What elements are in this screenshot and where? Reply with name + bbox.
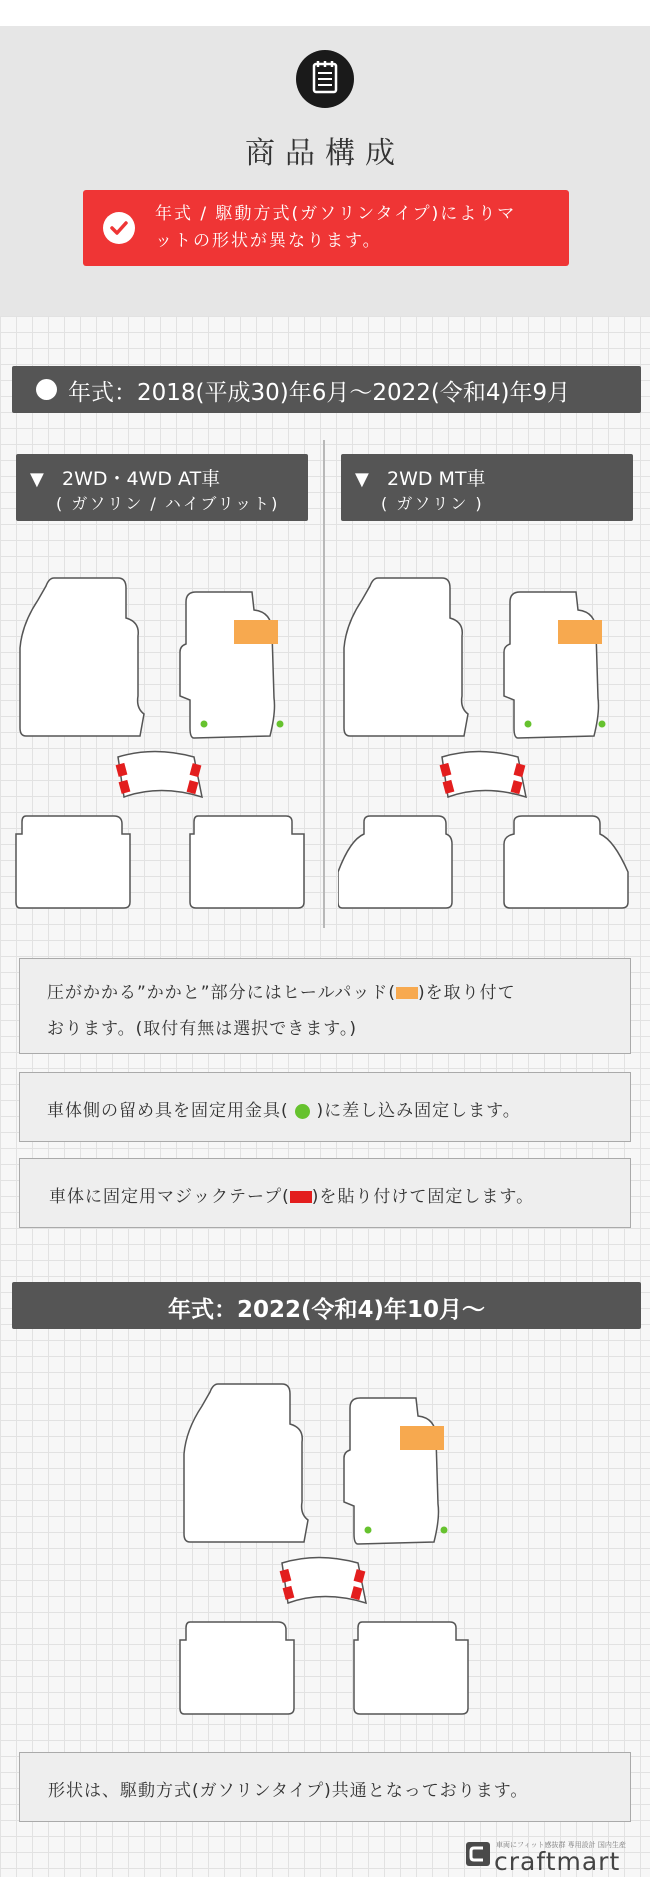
- triangle-down-icon: ▼: [355, 469, 369, 490]
- mat-set-2022: [178, 1378, 478, 1718]
- variant-header-at: [16, 454, 308, 521]
- rear-right-mat: [504, 816, 628, 908]
- fastener-note-text: 車体側の留め具を固定用金具( )に差し込み固定します。: [47, 1101, 521, 1121]
- heel-pad-note: [19, 958, 631, 1054]
- notepad-icon: [296, 50, 354, 108]
- notice-line-2: ットの形状が異なります。: [155, 231, 382, 251]
- fastener-note: [19, 1072, 631, 1142]
- velcro-swatch: [290, 1191, 312, 1203]
- craftmart-logo: [466, 1834, 644, 1874]
- rear-left-mat: [180, 1622, 294, 1714]
- fastener-swatch: [295, 1104, 310, 1119]
- top-strip: [0, 0, 650, 26]
- check-icon: [103, 212, 135, 244]
- fastener-dot: [525, 721, 532, 728]
- driver-mat: [20, 578, 144, 736]
- velcro-note: [19, 1158, 631, 1228]
- driver-mat: [344, 578, 468, 736]
- rear-right-mat: [354, 1622, 468, 1714]
- heel-pad: [400, 1426, 444, 1450]
- section2-title: 年式：2022(令和4)年10月～: [167, 1297, 486, 1323]
- column-divider: [323, 440, 325, 928]
- section1-title-bar: [12, 366, 641, 413]
- velcro-note-text: 車体に固定用マジックテープ( )を貼り付けて固定します。: [49, 1187, 535, 1207]
- section1-title: 年式：2018(平成30)年6月～2022(令和4)年9月: [68, 380, 571, 406]
- rear-right-mat: [190, 816, 304, 908]
- triangle-down-icon: ▼: [30, 469, 44, 490]
- logo-mark-icon: [466, 1842, 490, 1866]
- mat-set-at: [14, 572, 314, 912]
- fastener-dot: [277, 721, 284, 728]
- passenger-mat: [504, 592, 599, 738]
- shape-common-note-text: 形状は、駆動方式(ガソリンタイプ)共通となっております。: [48, 1781, 529, 1801]
- mat-set-mt: [338, 572, 638, 912]
- circle-icon: [36, 379, 57, 400]
- logo-tagline: 車両にフィット感抜群 専用設計 国内生産: [496, 1841, 626, 1849]
- heel-pad: [558, 620, 602, 644]
- fastener-dot: [201, 721, 208, 728]
- rear-left-mat: [338, 816, 452, 908]
- heel-pad-note-text: 圧がかかる”かかと”部分にはヒールパッド( )を取り付て おります。(取付有無は選択できます。): [47, 983, 516, 1039]
- notice-banner: [83, 190, 569, 266]
- logo-name: craftmart: [494, 1847, 621, 1876]
- page-title: 商品構成: [245, 136, 405, 171]
- passenger-mat: [344, 1398, 439, 1544]
- fastener-dot: [599, 721, 606, 728]
- section2-title-bar: [12, 1282, 641, 1329]
- variant-at-sublabel: ( ガソリン / ハイブリット): [56, 494, 280, 513]
- notice-line-1: 年式 / 駆動方式(ガソリンタイプ)によりマ: [155, 204, 517, 224]
- heel-pad-swatch: [396, 987, 418, 999]
- passenger-mat: [180, 592, 275, 738]
- rear-left-mat: [16, 816, 130, 908]
- fastener-dot: [441, 1527, 448, 1534]
- heel-pad: [234, 620, 278, 644]
- notice-text: [155, 201, 555, 255]
- variant-mt-label: 2WD MT車: [387, 468, 486, 490]
- shape-common-note: [19, 1752, 631, 1822]
- variant-header-mt: [341, 454, 633, 521]
- fastener-dot: [365, 1527, 372, 1534]
- variant-mt-sublabel: ( ガソリン ): [381, 494, 484, 513]
- driver-mat: [184, 1384, 308, 1542]
- variant-at-label: 2WD・4WD AT車: [62, 468, 221, 490]
